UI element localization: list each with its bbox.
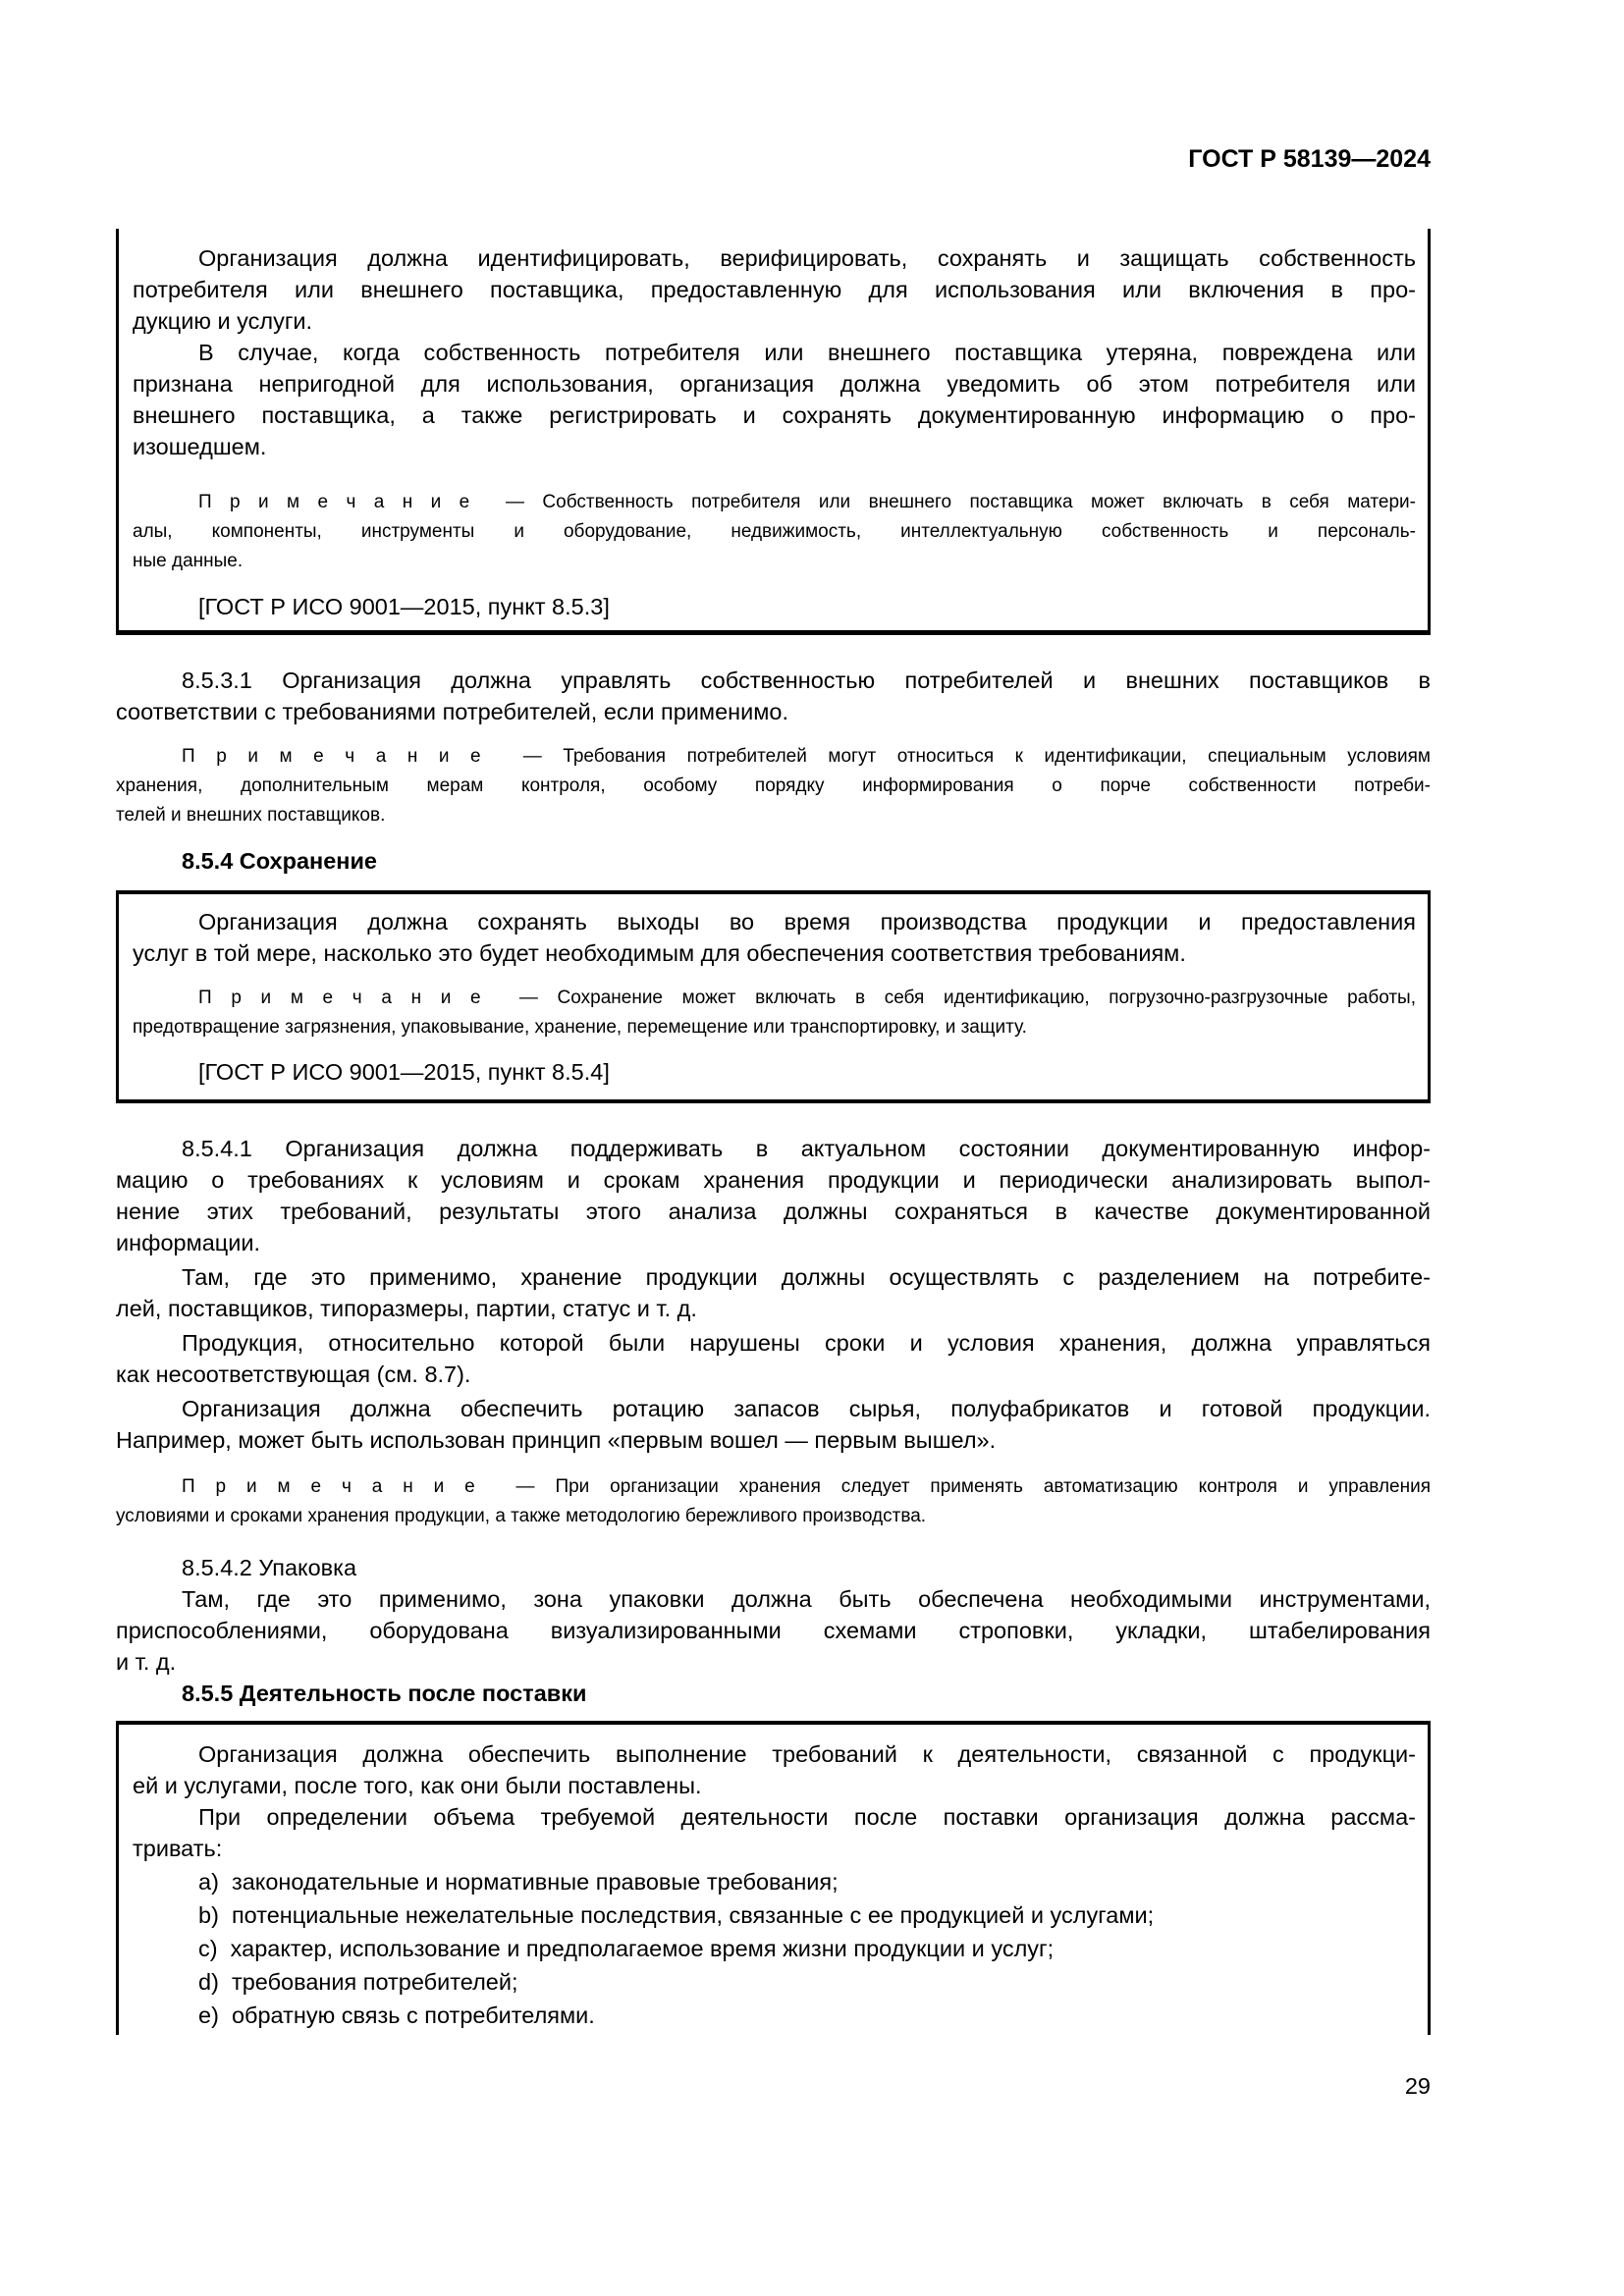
text-line: П р и м е ч а н и е — Требования потребителей могут относиться к идентификации, специальным условиям: [182, 746, 1431, 767]
text-line: Организация должна идентифицировать, верифицировать, сохранять и защищать собственность: [198, 245, 1416, 271]
quote-box-8-5-4: [116, 890, 1431, 1103]
text-line: услуг в той мере, насколько это будет необходимым для обеспечения соответствия требованиям.: [133, 940, 1186, 966]
text-line: телей и внешних поставщиков.: [116, 805, 386, 826]
paragraph-8-5-3-1: [116, 665, 1431, 727]
paragraph: [116, 1327, 1431, 1390]
paragraph: [133, 1738, 1416, 1801]
text-line: алы, компоненты, инструменты и оборудование, недвижимость, интеллектуальную собственность и персональ-: [133, 521, 1416, 542]
note: [116, 1472, 1431, 1531]
text-line: изошедшем.: [133, 434, 267, 459]
paragraph: [116, 1261, 1431, 1324]
text-line: ные данные.: [133, 551, 244, 571]
text-line: внешнего поставщика, а также регистрировать и сохранять документированную информацию о про-: [133, 402, 1416, 428]
text-line: дукцию и услуги.: [133, 308, 313, 334]
note: [133, 984, 1416, 1042]
list-item-b: b) потенциальные нежелательные последствия, связанные с ее продукцией и услугами;: [198, 1902, 1155, 1928]
citation: [ГОСТ Р ИСО 9001—2015, пункт 8.5.3]: [198, 594, 610, 619]
text-line: 8.5.3.1 Организация должна управлять собственностью потребителей и внешних поставщиков в: [182, 667, 1431, 693]
text-line: предотвращение загрязнения, упаковывание, хранение, перемещение или транспортировку, и защиту.: [133, 1017, 1027, 1038]
text-line: тривать:: [133, 1836, 223, 1861]
text-line: Например, может быть использован принцип «первым вошел — первым вышел».: [116, 1427, 997, 1453]
citation: [ГОСТ Р ИСО 9001—2015, пункт 8.5.4]: [198, 1059, 610, 1085]
text-line: нение этих требований, результаты этого анализа должны сохраняться в качестве документированной: [116, 1199, 1431, 1224]
text-line: При определении объема требуемой деятельности после поставки организация должна рассма-: [198, 1804, 1416, 1830]
paragraph: [133, 337, 1416, 462]
list-item-c: c) характер, использование и предполагаемое время жизни продукции и услуг;: [198, 1936, 1055, 1961]
text-line: лей, поставщиков, типоразмеры, партии, статус и т. д.: [116, 1296, 697, 1321]
text-line: условиями и сроками хранения продукции, а также методологию бережливого производства.: [116, 1506, 927, 1526]
paragraph: [116, 1583, 1431, 1678]
quote-box-8-5-5: [116, 1721, 1431, 2035]
document-header: ГОСТ Р 58139—2024: [1188, 145, 1431, 173]
heading-8-5-4: 8.5.4 Сохранение: [182, 848, 378, 874]
text-column: [116, 0, 1431, 2102]
text-line: П р и м е ч а н и е — Сохранение может включать в себя идентификацию, погрузочно-разгрузочные работы,: [198, 988, 1416, 1008]
heading-8-5-5: 8.5.5 Деятельность после поставки: [182, 1681, 587, 1706]
text-line: информации.: [116, 1230, 261, 1255]
text-line: мацию о требованиях к условиям и срокам хранения продукции и периодически анализировать выпол-: [116, 1167, 1431, 1193]
text-line: П р и м е ч а н и е — При организации хранения следует применять автоматизацию контроля и управления: [182, 1476, 1431, 1497]
paragraph: [133, 906, 1416, 969]
text-line: В случае, когда собственность потребителя или внешнего поставщика утеряна, повреждена или: [198, 340, 1416, 365]
text-line: Продукция, относительно которой были нарушены сроки и условия хранения, должна управляться: [182, 1330, 1431, 1356]
page-number: 29: [1404, 2073, 1431, 2099]
text-line: Там, где это применимо, зона упаковки должна быть обеспечена необходимыми инструментами,: [182, 1586, 1431, 1612]
note: [116, 742, 1431, 830]
text-line: как несоответствующая (см. 8.7).: [116, 1362, 471, 1387]
text-line: Там, где это применимо, хранение продукции должны осуществлять с разделением на потребите-: [182, 1264, 1431, 1290]
paragraph: [133, 242, 1416, 337]
text-line: признана непригодной для использования, организация должна уведомить об этом потребителя или: [133, 371, 1416, 397]
heading-8-5-4-2: 8.5.4.2 Упаковка: [182, 1555, 357, 1580]
paragraph: [116, 1393, 1431, 1456]
quote-box-8-5-3: [116, 229, 1431, 635]
list-item-e: e) обратную связь с потребителями.: [198, 2002, 595, 2028]
list-item-d: d) требования потребителей;: [198, 1969, 518, 1995]
text-line: хранения, дополнительным мерам контроля, особому порядку информирования о порче собственности потреби-: [116, 775, 1431, 796]
text-line: приспособлениями, оборудована визуализированными схемами строповки, укладки, штабелирования: [116, 1618, 1431, 1643]
paragraph: [133, 1801, 1416, 1864]
text-line: ей и услугами, после того, как они были поставлены.: [133, 1773, 702, 1798]
list-item-a: a) законодательные и нормативные правовые требования;: [198, 1869, 839, 1895]
note: [133, 488, 1416, 576]
text-line: Организация должна обеспечить ротацию запасов сырья, полуфабрикатов и готовой продукции.: [182, 1396, 1431, 1421]
text-line: потребителя или внешнего поставщика, предоставленную для использования или включения в про-: [133, 277, 1416, 302]
text-line: соответствии с требованиями потребителей, если применимо.: [116, 699, 789, 724]
text-line: Организация должна сохранять выходы во время производства продукции и предоставления: [198, 909, 1416, 934]
text-line: Организация должна обеспечить выполнение требований к деятельности, связанной с продукци-: [198, 1741, 1416, 1767]
text-line: 8.5.4.1 Организация должна поддерживать в актуальном состоянии документированную инфор-: [182, 1136, 1431, 1161]
paragraph-8-5-4-1: [116, 1133, 1431, 1258]
text-line: П р и м е ч а н и е — Собственность потребителя или внешнего поставщика может включать в себя матери-: [198, 492, 1416, 512]
text-line: и т. д.: [116, 1649, 177, 1675]
